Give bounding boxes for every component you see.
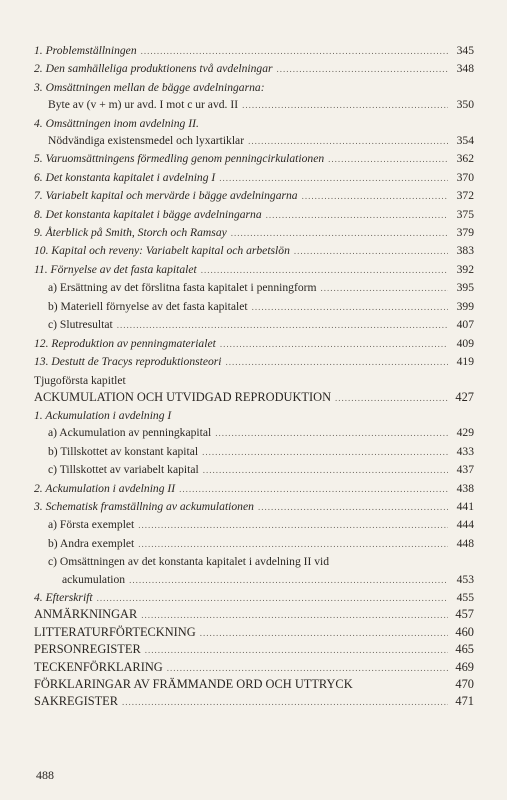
toc-entry-title: 6. Det konstanta kapitalet i avdelning I [34,170,216,184]
toc-entry [34,480,474,498]
toc-entry-title: a) Första exemplet [48,518,135,532]
toc-page-number: 354 [456,134,474,148]
toc-page-number: 441 [456,499,474,513]
dot-leader [117,317,448,334]
dot-leader [122,694,448,711]
dot-leader [145,642,448,659]
toc-entry-title: 8. Det konstanta kapitalet i bägge avdelningarna [34,207,262,221]
dot-leader [321,280,448,297]
dot-leader [220,336,448,353]
toc-entry-title: TECKENFÖRKLARING [34,659,163,674]
toc-entry [34,641,474,659]
dot-leader [202,444,448,461]
toc-page-number: 383 [456,244,474,258]
toc-entry-title: 10. Kapital och reveny: Variabelt kapital och arbetslön [34,244,290,258]
toc-page-number: 392 [456,262,474,276]
toc-entry [34,606,474,624]
toc-page-number: 429 [456,426,474,440]
dot-leader [231,225,448,242]
toc-entry-title: b) Tillskottet av konstant kapital [48,444,199,458]
toc-page-number: 399 [456,299,474,313]
toc-page-number: 455 [456,590,474,604]
toc-page-number: 379 [456,226,474,240]
toc-page-number: 470 [455,677,474,691]
toc-page-number: 350 [456,98,474,112]
toc-entry [34,424,474,442]
toc-entry-title: c) Tillskottet av variabelt kapital [48,463,199,477]
dot-leader [167,660,448,677]
toc-entry-title: Nödvändiga existensmedel och lyxartiklar [48,134,245,148]
toc-entry-title: a) Ersättning av det förslitna fasta kapitalet i penningform [48,281,317,295]
toc-entry [34,461,474,479]
toc-page-number: 437 [456,463,474,477]
toc-page-number: 465 [455,642,474,656]
toc-entry-title: 3. Schematisk framställning av ackumulationen [34,499,254,513]
toc-entry-title: 13. Destutt de Tracys reproduktionsteori [34,354,222,368]
toc-page-number: 460 [455,624,474,639]
dot-leader [129,572,448,589]
dot-leader [226,354,448,371]
dot-leader [97,590,448,607]
dot-leader [138,517,448,534]
toc-entry [34,676,474,693]
toc-entry [34,298,474,316]
toc-entry-title: 12. Reproduktion av penningmaterialet [34,336,216,350]
dot-leader [294,243,448,260]
toc-page-number: 407 [456,318,474,332]
toc-entry-heading [34,407,474,424]
toc-entry-title: a) Ackumulation av penningkapital [48,426,212,440]
dot-leader [277,61,449,78]
toc-entry [34,693,474,711]
toc-entry [34,42,474,60]
toc-entry [34,169,474,187]
toc-page-number: 457 [455,607,474,621]
toc-entry-title: 2. Den samhälleliga produktionens två avdelningar [34,62,273,76]
dot-leader [141,607,448,624]
toc-entry-title: SAKREGISTER [34,693,118,708]
dot-leader [335,390,448,407]
toc-page-number: 370 [456,170,474,184]
toc-entry-title: 11. Förnyelse av det fasta kapitalet [34,262,197,276]
toc-entry-title: 1. Problemställningen [34,44,137,57]
toc-entry [34,335,474,353]
dot-leader [242,97,448,114]
toc-page-number: 444 [456,518,474,532]
toc-chapter-21 [34,372,474,607]
toc-entry [34,624,474,642]
toc-entry [34,353,474,371]
dot-leader [201,262,448,279]
toc-entry [34,60,474,78]
toc-page-number: 448 [456,536,474,550]
toc-entry-title: ANMÄRKNINGAR [34,607,138,621]
toc-section-3 [34,42,474,371]
toc-entry-title: PERSONREGISTER [34,642,141,656]
dot-leader [203,462,448,479]
dot-leader [179,481,448,498]
toc-page-number: 348 [456,62,474,76]
toc-entry-title: 1. Ackumulation i avdelning I [34,408,172,422]
toc-entry [34,132,474,150]
toc-entry-title: 5. Varuomsättningens förmedling genom penningcirkulationen [34,152,325,166]
dot-leader [138,536,448,553]
toc-entry [34,206,474,224]
toc-page-number: 372 [456,189,474,203]
toc-entry-title: Byte av (v + m) ur avd. I mot c ur avd. II [48,98,239,112]
toc-entry [34,498,474,516]
toc-entry-title: ackumulation [62,572,126,586]
toc-page-number: 409 [456,336,474,350]
dot-leader [266,207,448,224]
toc-page-number: 433 [456,444,474,458]
toc-entry-title: 7. Variabelt kapital och mervärde i bägge avdelningarna [34,189,298,203]
chapter-label: Tjugoförsta kapitlet [34,374,126,387]
toc-page-number: 469 [455,659,474,674]
toc-entry-heading [34,115,474,132]
dot-leader [258,499,448,516]
toc-entry [34,96,474,114]
toc-entry [34,589,474,607]
toc-entry-title: c) Slutresultat [48,318,113,332]
toc-entry [34,150,474,168]
toc-entry-title: FÖRKLARINGAR AV FRÄMMANDE ORD OCH UTTRYCK [34,677,353,691]
toc-entry-title: 4. Efterskrift [34,590,93,604]
toc-entry [34,224,474,242]
toc-entry [34,261,474,279]
toc-entry [34,443,474,461]
toc-entry-heading: c) Omsättningen av det konstanta kapitalet i avdelning II vid [48,555,330,569]
toc-entry [34,242,474,260]
dot-leader [328,151,448,168]
toc-entry-title: LITTERATURFÖRTECKNING [34,624,196,639]
toc-entry-title: b) Andra exemplet [48,536,135,550]
toc-entry [34,279,474,297]
toc-entry [34,316,474,334]
dot-leader [248,133,448,150]
toc-back-matter [34,606,474,710]
dot-leader [200,625,448,642]
chapter-title: ACKUMULATION OCH UTVIDGAD REPRODUKTION [34,390,332,405]
toc-page-number: 395 [456,281,474,295]
toc-page-number: 345 [456,44,474,57]
chapter-title-entry [34,389,474,407]
toc-entry-title: b) Materiell förnyelse av det fasta kapitalet [48,299,248,313]
toc-entry [34,571,474,589]
page-number: 488 [36,768,54,782]
toc-entry [34,516,474,534]
dot-leader [302,188,448,205]
toc-page-number: 375 [456,207,474,221]
toc-entry [34,187,474,205]
toc-entry-title: 4. Omsättningen inom avdelning II. [34,116,199,130]
toc-page-number: 419 [456,354,474,368]
toc-entry [34,535,474,553]
toc-entry [34,659,474,677]
toc-page-number: 427 [455,390,474,405]
toc-entry-title: 2. Ackumulation i avdelning II [34,481,176,495]
toc-entry-title: 3. Omsättningen mellan de bägge avdelningarna: [34,80,265,94]
dot-leader [141,43,448,60]
toc-page-number: 362 [456,152,474,166]
dot-leader [252,299,448,316]
toc-page-number: 453 [456,572,474,586]
toc-page-number: 438 [456,481,474,495]
toc-entry-title: 9. Återblick på Smith, Storch och Ramsay [34,226,227,240]
dot-leader [215,425,448,442]
dot-leader [219,170,448,187]
toc-entry-heading [34,79,474,96]
toc-page-number: 471 [455,693,474,708]
